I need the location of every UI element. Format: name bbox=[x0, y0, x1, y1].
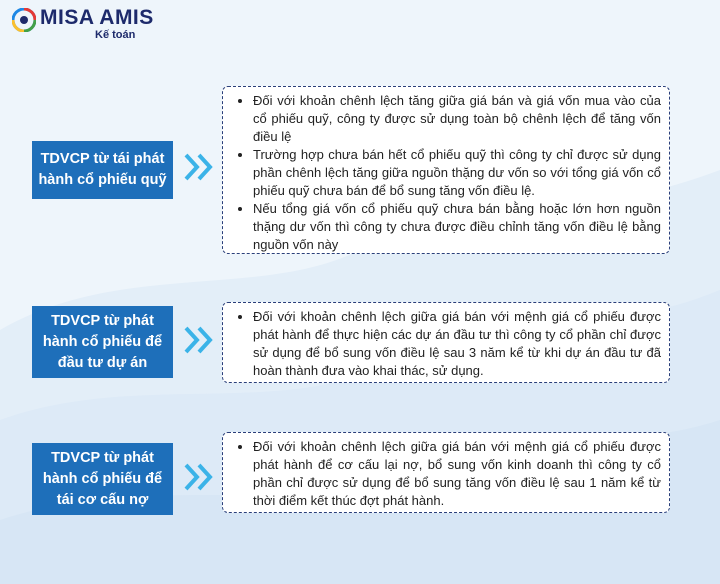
bullet-item: • Đối với khoản chênh lệch giữa giá bán với mệnh giá cổ phiếu được phát hành để thực hiện các dự án đầu tư thì công ty cổ phần chỉ được sử dụng để bổ sung vốn điều lệ sau 3 năm kể từ khi dự án đầu tư đã hoàn thành đưa vào khai thác, sử dụng. bbox=[253, 308, 661, 380]
bullet-list bbox=[231, 92, 661, 254]
bullet-list bbox=[231, 308, 661, 380]
row-label: TDVCP từ phát hành cổ phiếu để tái cơ cấu nợ bbox=[32, 443, 173, 515]
double-chevron-right-icon bbox=[182, 325, 216, 355]
bullet-item: • Đối với khoản chênh lệch tăng giữa giá bán và giá vốn mua vào của cổ phiếu quỹ, công ty được sử dụng toàn bộ chênh lệch để tăng vốn điều lệ bbox=[253, 92, 661, 146]
bullet-list bbox=[231, 438, 661, 510]
row-label: TDVCP từ tái phát hành cổ phiếu quỹ bbox=[32, 141, 173, 199]
row-label: TDVCP từ phát hành cổ phiếu để đầu tư dự án bbox=[32, 306, 173, 378]
content-box bbox=[222, 432, 670, 513]
double-chevron-right-icon bbox=[182, 462, 216, 492]
misa-logo-icon bbox=[12, 8, 36, 32]
brand-sub: Kế toán bbox=[95, 29, 136, 41]
bullet-item: • Trường hợp chưa bán hết cổ phiếu quỹ thì công ty chỉ được sử dụng phần chênh lệch tăng giữa nguồn thặng dư vốn so với tổng giá vốn cổ phiếu quỹ chưa bán để bổ sung tăng vốn điều lệ. bbox=[253, 146, 661, 200]
content-box bbox=[222, 302, 670, 383]
brand-name: MISA AMIS bbox=[40, 6, 154, 29]
content-box bbox=[222, 86, 670, 254]
double-chevron-right-icon bbox=[182, 152, 216, 182]
bullet-item: • Nếu tổng giá vốn cổ phiếu quỹ chưa bán bằng hoặc lớn hơn nguồn thặng dư vốn thì công ty chưa được điều chỉnh tăng vốn điều lệ bằng nguồn vốn này bbox=[253, 200, 661, 254]
bullet-item: • Đối với khoản chênh lệch giữa giá bán với mệnh giá cổ phiếu được phát hành để cơ cấu lại nợ, bổ sung vốn kinh doanh thì công ty cổ phần chỉ được sử dụng để bổ sung tăng vốn điều lệ sau 1 năm kể từ thời điểm kết thúc đợt phát hành. bbox=[253, 438, 661, 510]
